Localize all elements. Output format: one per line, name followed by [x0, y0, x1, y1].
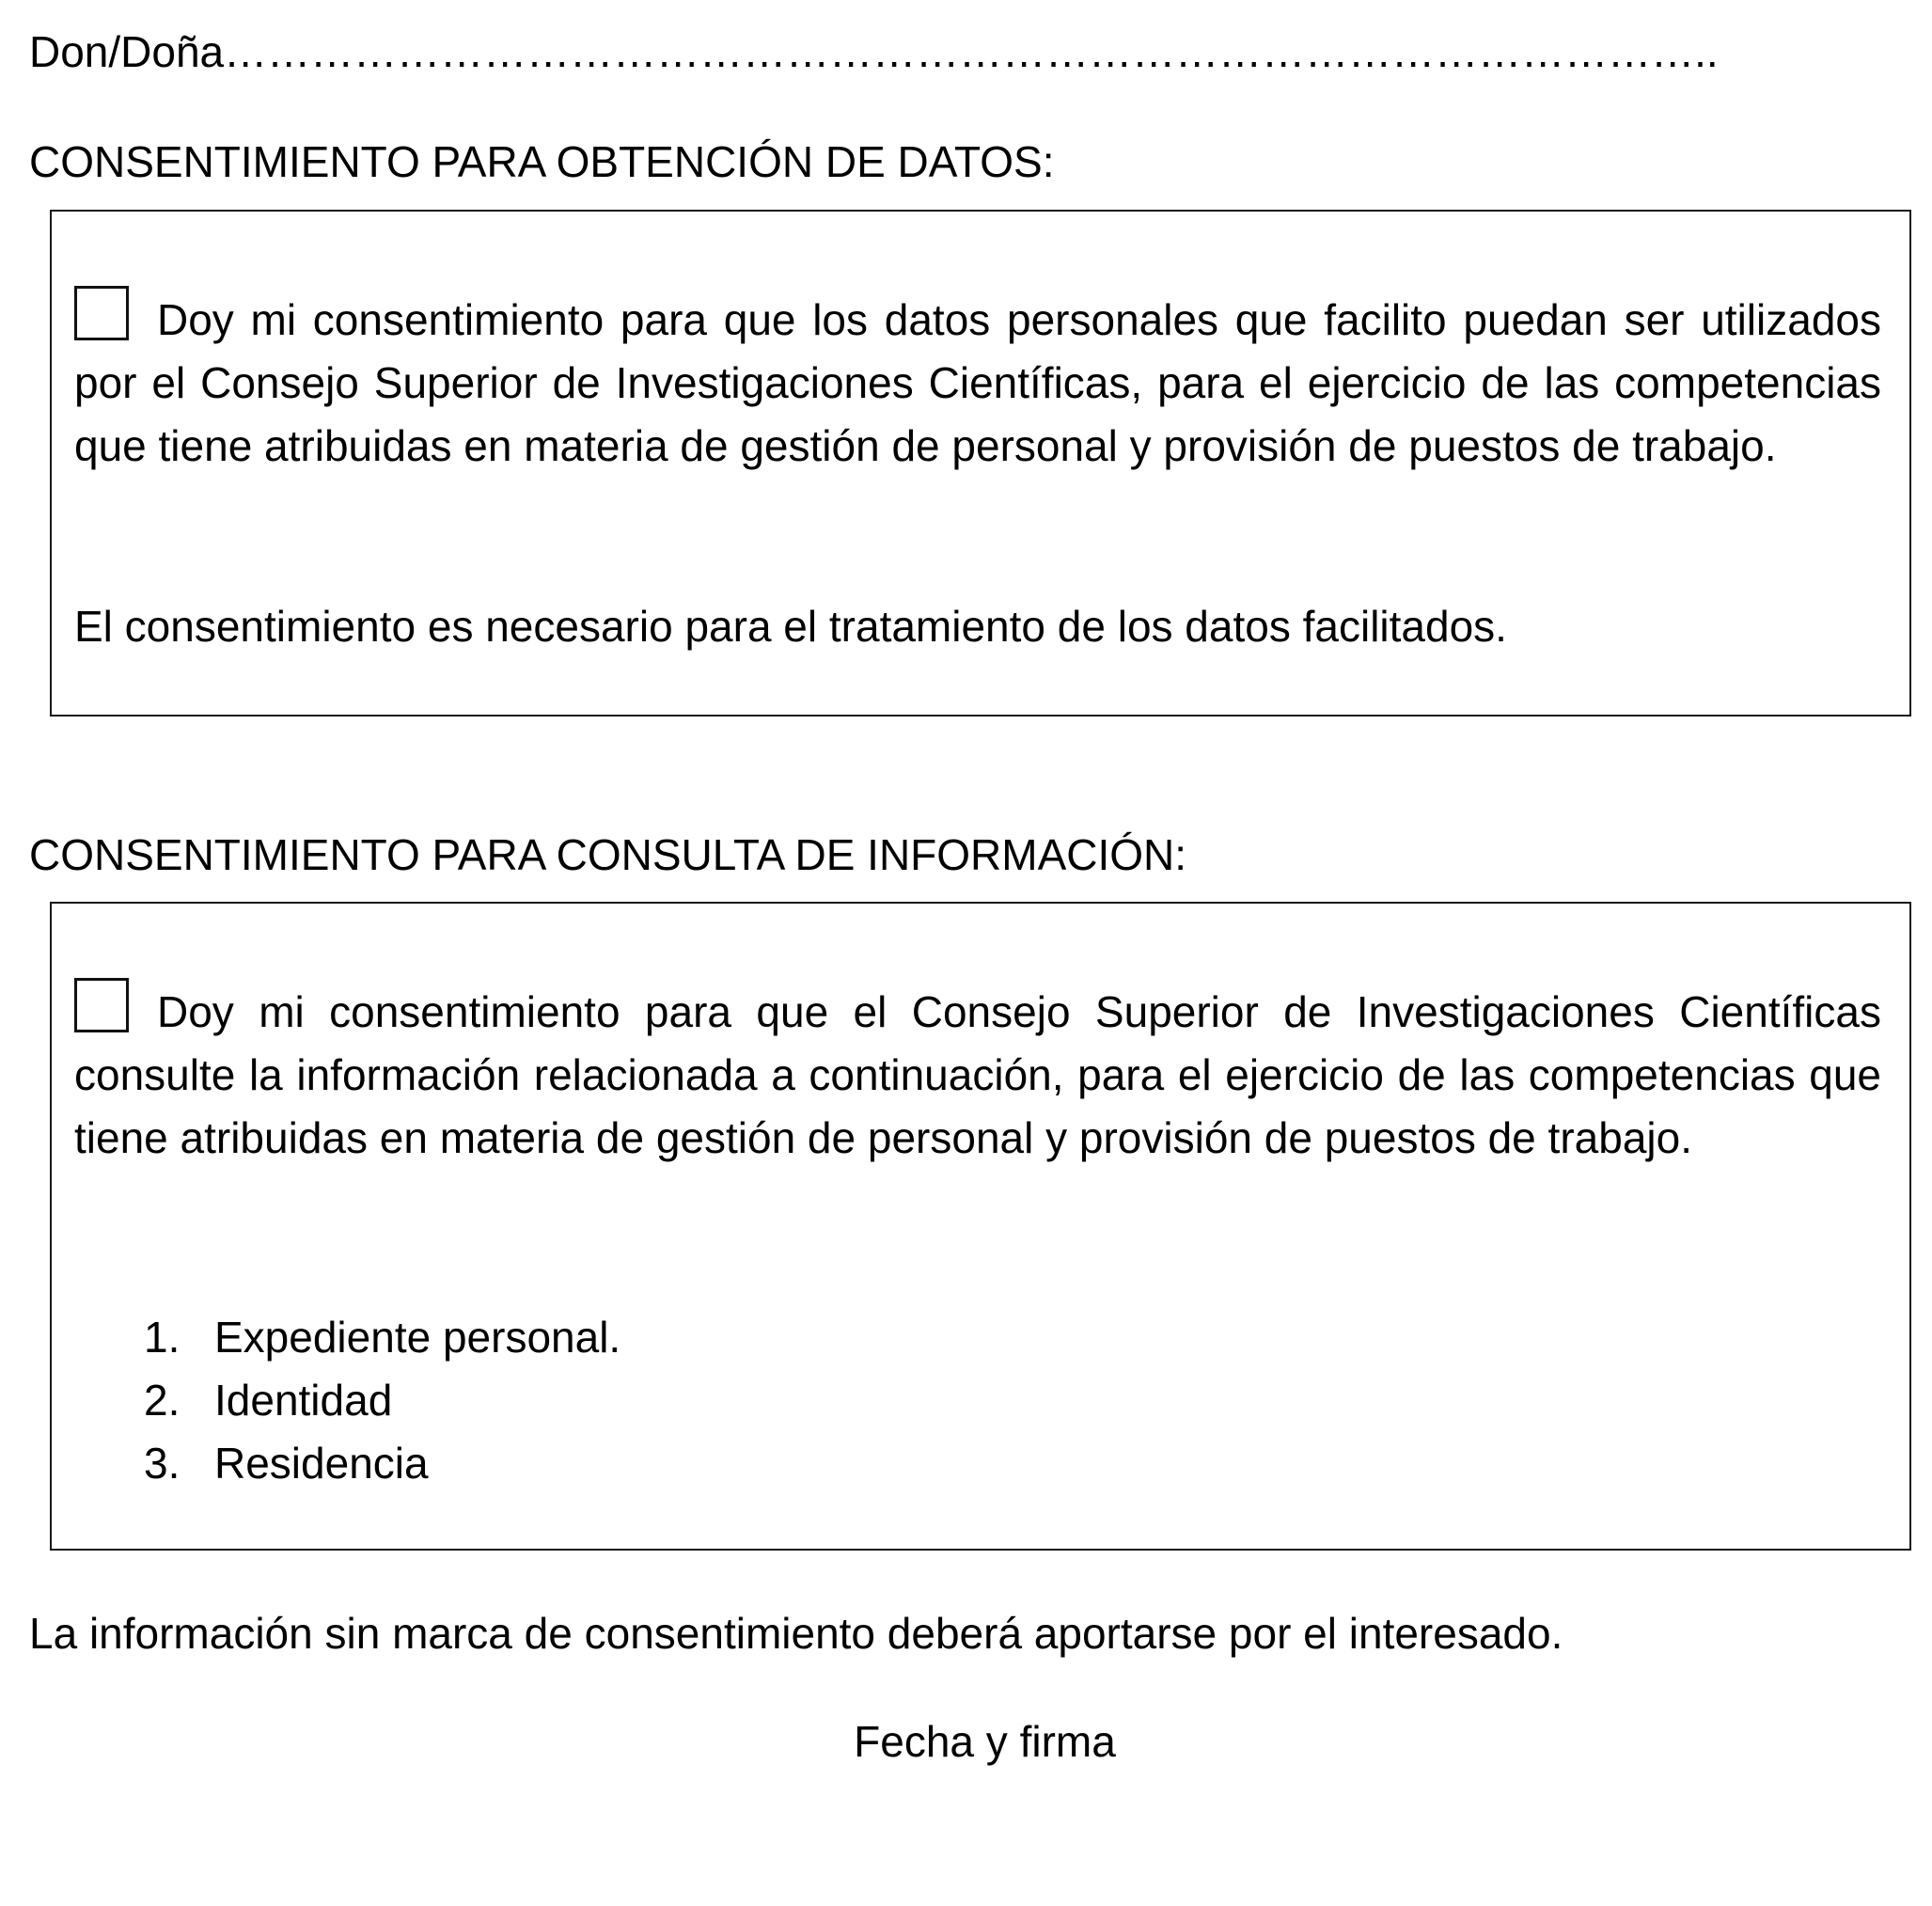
- list-item-number: 3.: [144, 1439, 181, 1488]
- list-item-number: 1.: [144, 1313, 181, 1362]
- consent-necessity-note: El consentimiento es necesario para el tratamiento de los datos facilitados.: [74, 602, 1507, 651]
- list-item-label: Residencia: [214, 1439, 429, 1488]
- data-consent-box: [50, 210, 1911, 717]
- info-consent-paragraph: [74, 978, 1881, 1170]
- data-consent-checkbox[interactable]: [74, 286, 129, 340]
- section-heading-data-consent: CONSENTIMIENTO PARA OBTENCIÓN DE DATOS:: [29, 137, 1055, 186]
- data-consent-paragraph: [74, 286, 1881, 478]
- unmarked-info-note: La información sin marca de consentimiento deberá aportarse por el interesado.: [29, 1609, 1563, 1658]
- list-item: [74, 1306, 1881, 1369]
- list-item-number: 2.: [144, 1376, 181, 1425]
- info-items-list: [74, 1306, 1881, 1495]
- info-consent-checkbox[interactable]: [74, 978, 129, 1032]
- list-item-label: Expediente personal.: [214, 1313, 621, 1362]
- name-line[interactable]: Don/Doña…………………………………………………………………………………………..: [29, 27, 1719, 76]
- signature-label: Fecha y firma: [854, 1717, 1116, 1766]
- section-heading-info-consent: CONSENTIMIENTO PARA CONSULTA DE INFORMACIÓN:: [29, 830, 1187, 879]
- info-consent-box: [50, 902, 1911, 1551]
- list-item: [74, 1369, 1881, 1432]
- list-item: [74, 1432, 1881, 1495]
- list-item-label: Identidad: [214, 1376, 393, 1425]
- data-consent-text: Doy mi consentimiento para que los datos personales que facilito puedan ser utilizados por el Consejo Superior de Investigaciones Científicas, para el ejercicio de las competencias que tiene atribuidas en materia de gestión de personal y provisión de puestos de trabajo.: [74, 295, 1881, 470]
- info-consent-text: Doy mi consentimiento para que el Consejo Superior de Investigaciones Científicas consulte la información relacionada a continuación, para el ejercicio de las competencias que tiene atribuidas en materia de gestión de personal y provisión de puestos de trabajo.: [74, 987, 1881, 1162]
